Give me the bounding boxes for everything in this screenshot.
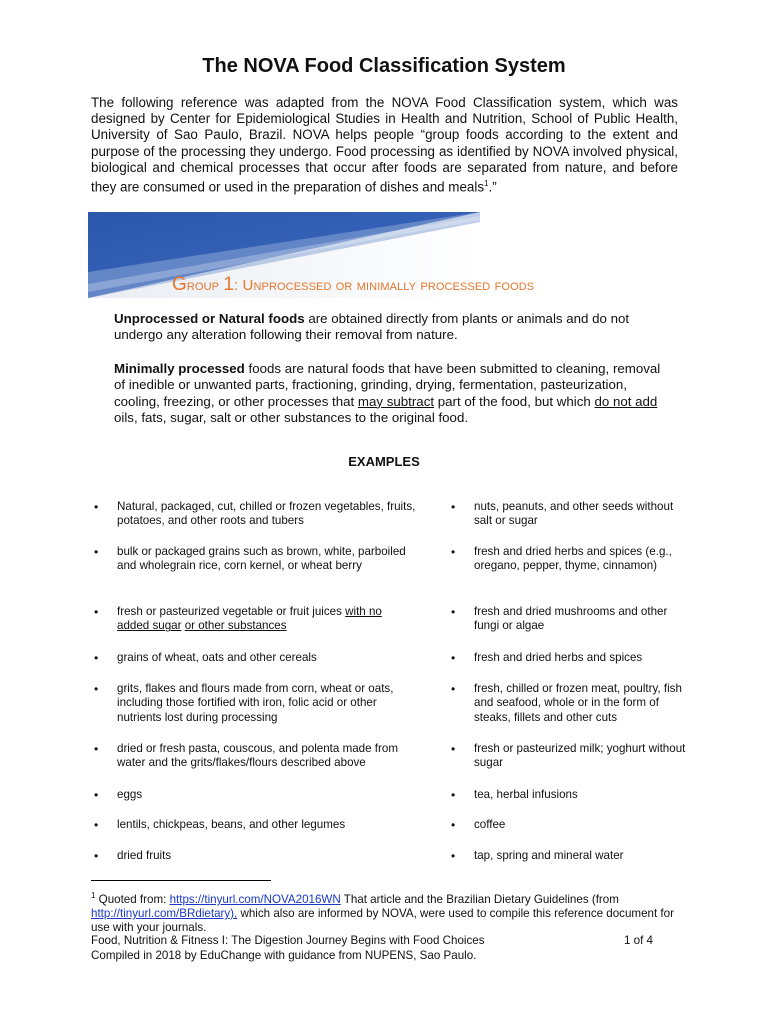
footnote xyxy=(91,889,681,935)
list-item-text: dried or fresh pasta, couscous, and polenta made from water and the grits/flakes/flours described above xyxy=(117,742,398,770)
list-item xyxy=(451,651,694,665)
bullet-icon: • xyxy=(451,682,456,696)
list-item xyxy=(451,742,694,771)
intro-text-end: .” xyxy=(488,179,497,195)
group-heading-initial: G xyxy=(172,274,187,295)
minimally-processed-text-3: oils, fats, sugar, salt or other substances to the original food. xyxy=(114,410,469,426)
page-number: 1 of 4 xyxy=(624,934,654,947)
brdietary-link[interactable]: http://tinyurl.com/BRdietary), xyxy=(91,907,238,921)
list-item xyxy=(94,605,417,634)
examples-heading: EXAMPLES xyxy=(348,454,420,469)
footnote-mid: That article and the Brazilian Dietary Guidelines (from xyxy=(340,892,619,906)
list-item-text: fresh and dried mushrooms and other fungi or algae xyxy=(474,605,668,633)
natural-foods-paragraph xyxy=(114,311,674,344)
list-item xyxy=(94,818,417,832)
list-item-text: eggs xyxy=(117,788,143,801)
footnote-lead: Quoted from: xyxy=(95,892,170,906)
natural-foods-term: Unprocessed or Natural foods xyxy=(114,311,305,326)
natural-foods-text: are obtained directly from plants or animals and do not undergo any alteration following their removal from nature. xyxy=(114,311,630,343)
bullet-icon: • xyxy=(94,605,99,619)
bullet-icon: • xyxy=(94,742,99,756)
bullet-icon: • xyxy=(94,682,99,696)
list-item xyxy=(451,788,694,802)
footnote-mark: 1 xyxy=(91,891,96,900)
bullet-icon: • xyxy=(451,742,456,756)
bullet-icon: • xyxy=(94,788,99,802)
may-subtract-underlined: may subtract xyxy=(357,393,435,409)
intro-text: The following reference was adapted from the NOVA Food Classification system, which was designed by Center for Epidemiological Studies in Health and Nutrition, School of Public Health, University of Sao Paulo, Brazil. NOVA helps people “group foods according to the extent and purpose of the processing they undergo. Food processing as identified by NOVA involved physical, biological and chemical processes that occur after foods are separated from nature, and before they are consumed or used in the preparation of dishes and meals xyxy=(91,95,678,195)
minimally-processed-term: Minimally processed xyxy=(114,361,245,376)
intro-paragraph xyxy=(91,95,678,196)
list-item-text: coffee xyxy=(474,818,506,831)
bullet-icon: • xyxy=(451,605,456,619)
minimally-processed-text-1: foods are natural foods that have been submitted to cleaning, removal of inedible or unwanted parts, fractioning, grinding, drying, fermentation, pasteurization, cooling, freezing, or other processes that xyxy=(114,361,661,409)
bullet-icon: • xyxy=(451,849,456,863)
list-item xyxy=(94,788,417,802)
minimally-processed-text-2: part of the food, but which xyxy=(434,393,595,409)
group-heading xyxy=(172,274,534,296)
bullet-icon: • xyxy=(451,500,456,514)
bullet-icon: • xyxy=(94,818,99,832)
list-item xyxy=(94,742,417,771)
group-heading-number: 1 xyxy=(223,274,235,295)
list-item xyxy=(451,682,694,725)
list-item-text: fresh or pasteurized milk; yoghurt without sugar xyxy=(474,742,686,770)
bullet-icon: • xyxy=(451,788,456,802)
footer-course-title: Food, Nutrition & Fitness I: The Digestion Journey Begins with Food Choices xyxy=(91,934,485,947)
list-item xyxy=(451,500,694,529)
list-item xyxy=(94,500,417,529)
list-item-text: nuts, peanuts, and other seeds without salt or sugar xyxy=(474,500,674,528)
list-item xyxy=(94,682,417,725)
list-item-text: bulk or packaged grains such as brown, white, parboiled and wholegrain rice, corn kernel, or wheat berry xyxy=(117,545,406,573)
bullet-icon: • xyxy=(94,500,99,514)
list-item xyxy=(451,849,694,863)
group-heading-text: : Unprocessed or minimally processed foods xyxy=(234,277,535,294)
page-title: The NOVA Food Classification System xyxy=(202,55,566,77)
bullet-icon: • xyxy=(451,651,456,665)
list-item xyxy=(451,545,694,574)
footnote-ref[interactable]: 1 xyxy=(484,179,489,189)
list-item-text: fresh and dried herbs and spices xyxy=(474,651,643,664)
do-not-add-underlined: do not add xyxy=(594,393,658,409)
other-substances-underlined: or other substances xyxy=(184,619,287,633)
list-item-text: fresh and dried herbs and spices (e.g., oregano, pepper, thyme, cinnamon) xyxy=(474,545,672,573)
no-added-sugar-underlined: with no added sugar xyxy=(117,605,382,633)
list-item xyxy=(94,849,417,863)
group-heading-word: roup xyxy=(186,277,224,294)
bullet-icon: • xyxy=(94,651,99,665)
list-item-text: tap, spring and mineral water xyxy=(474,849,624,862)
bullet-icon: • xyxy=(451,818,456,832)
list-item-text: grits, flakes and flours made from corn, wheat or oats, including those fortified with iron, folic acid or other nutrients lost during processing xyxy=(117,682,394,724)
list-item-text: fresh, chilled or frozen meat, poultry, fish and seafood, whole or in the form of steaks, fillets and other cuts xyxy=(474,682,682,724)
list-item-text: tea, herbal infusions xyxy=(474,788,578,801)
minimally-processed-paragraph xyxy=(114,361,674,427)
footer-credit: Compiled in 2018 by EduChange with guidance from NUPENS, Sao Paulo. xyxy=(91,949,477,962)
footnote-end: which also are informed by NOVA, were used to compile this reference document for use with your journals. xyxy=(91,907,674,935)
bullet-icon: • xyxy=(451,545,456,559)
list-item-text: lentils, chickpeas, beans, and other legumes xyxy=(117,818,346,831)
list-item-text: fresh or pasteurized vegetable or fruit juices xyxy=(117,605,346,618)
footnote-divider xyxy=(91,880,271,881)
list-item-text: dried fruits xyxy=(117,849,172,862)
list-item xyxy=(94,651,417,665)
list-item xyxy=(94,545,417,574)
list-item xyxy=(451,818,694,832)
bullet-icon: • xyxy=(94,545,99,559)
nova-link[interactable]: https://tinyurl.com/NOVA2016WN xyxy=(169,892,341,906)
bullet-icon: • xyxy=(94,849,99,863)
list-item-text: Natural, packaged, cut, chilled or frozen vegetables, fruits, potatoes, and other roots and tubers xyxy=(117,500,416,528)
list-item-text: grains of wheat, oats and other cereals xyxy=(117,651,317,664)
list-item xyxy=(451,605,694,634)
